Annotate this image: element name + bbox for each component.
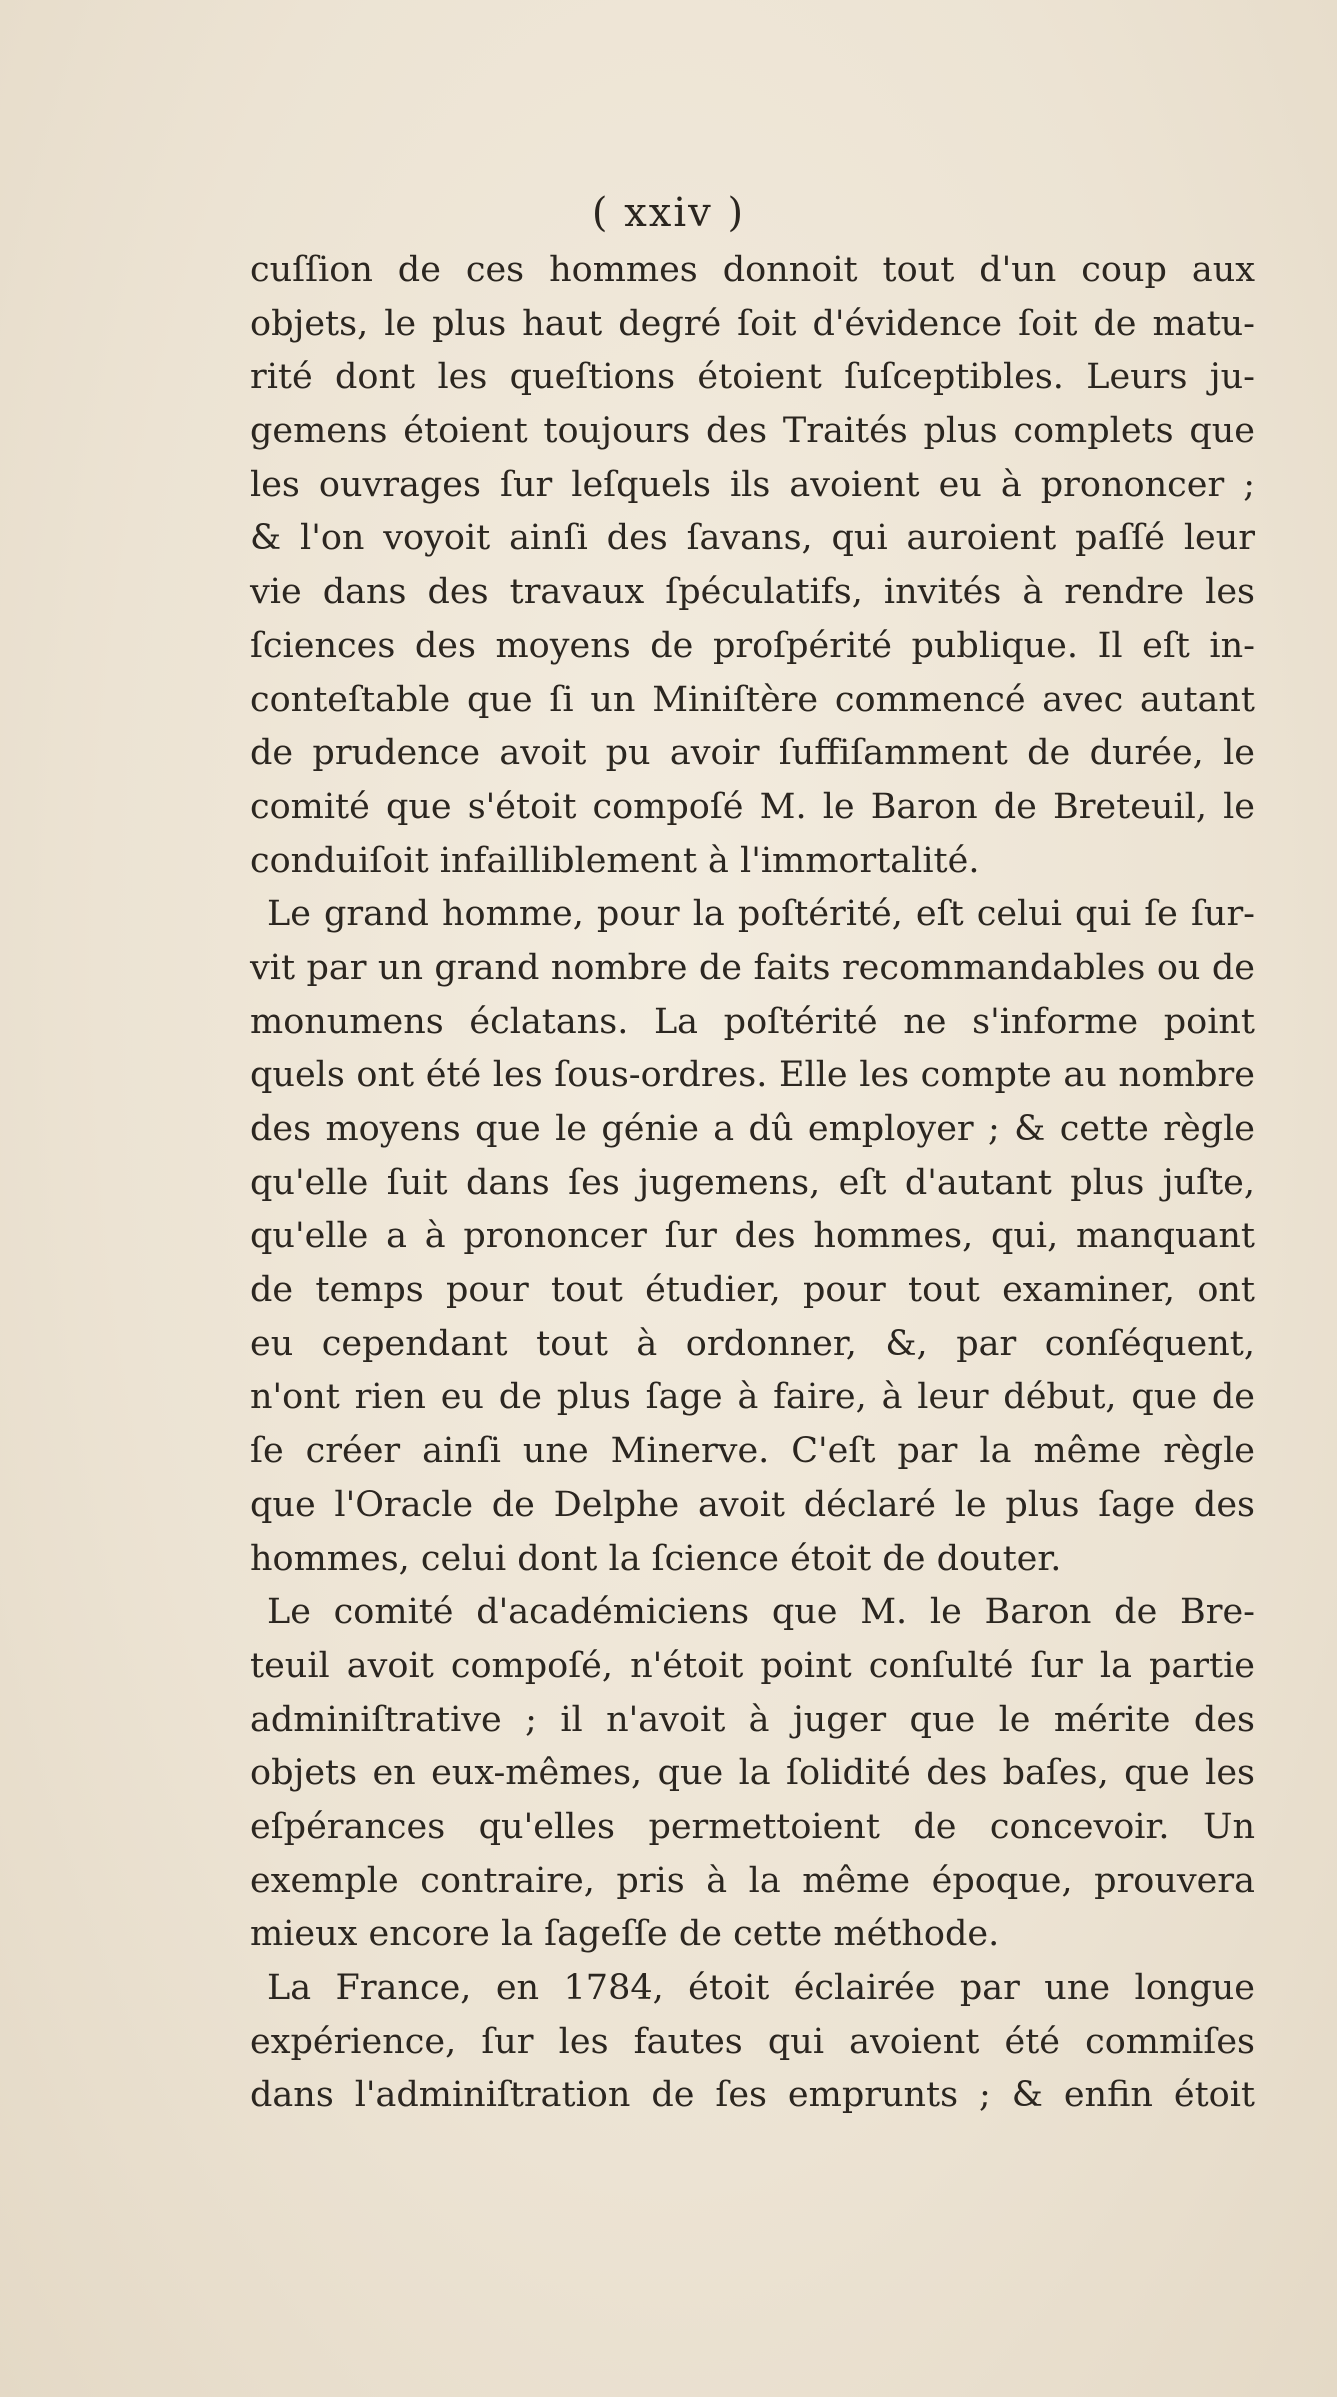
text-line: adminiſtrative ; il n'avoit à juger que le mérite des bbox=[250, 1699, 1255, 1740]
paragraph-end-line: conduiſoit infailliblement à l'immortalité. bbox=[250, 840, 980, 881]
text-line: de temps pour tout étudier, pour tout examiner, ont bbox=[250, 1270, 1255, 1311]
text-line: & l'on voyoit ainſi des ſavans, qui auroient paſſé leur bbox=[250, 518, 1255, 559]
text-line: ſe créer ainſi une Minerve. C'eſt par la même règle bbox=[250, 1431, 1255, 1472]
text-line: qu'elle a à prononcer ſur des hommes, qui, manquant bbox=[250, 1216, 1255, 1257]
text-line: eſpérances qu'elles permettoient de concevoir. Un bbox=[250, 1806, 1255, 1847]
text-line: quels ont été les ſous-ordres. Elle les compte au nombre bbox=[250, 1055, 1255, 1096]
page-number-header: ( xxiv ) bbox=[591, 190, 746, 236]
text-line: comité que s'étoit compoſé M. le Baron de Breteuil, le bbox=[250, 786, 1255, 827]
text-line: monumens éclatans. La poſtérité ne s'informe point bbox=[250, 1001, 1255, 1042]
text-line: rité dont les queſtions étoient ſuſceptibles. Leurs ju- bbox=[250, 357, 1255, 398]
paragraph-start-line: La France, en 1784, étoit éclairée par une longue bbox=[267, 1968, 1255, 2008]
paragraph-start-line: Le grand homme, pour la poſtérité, eſt celui qui ſe ſur- bbox=[267, 894, 1255, 935]
text-line: teuil avoit compoſé, n'étoit point conſulté ſur la partie bbox=[250, 1645, 1255, 1686]
paragraph-end-line: mieux encore la ſageſſe de cette méthode. bbox=[250, 1914, 1000, 1955]
text-line: expérience, ſur les fautes qui avoient été commiſes bbox=[250, 2021, 1255, 2062]
text-line: ſciences des moyens de proſpérité publique. Il eſt in- bbox=[250, 625, 1255, 666]
text-line: dans l'adminiſtration de ſes emprunts ; & enfin étoit bbox=[250, 2075, 1255, 2116]
text-line: eu cependant tout à ordonner, &, par conſéquent, bbox=[250, 1323, 1255, 1364]
text-line: n'ont rien eu de plus ſage à faire, à leur début, que de bbox=[250, 1377, 1255, 1418]
text-line: que l'Oracle de Delphe avoit déclaré le plus ſage des bbox=[250, 1484, 1255, 1525]
paragraph-start-line: Le comité d'académiciens que M. le Baron de Bre- bbox=[267, 1592, 1255, 1633]
text-line: objets en eux-mêmes, que la ſolidité des baſes, que les bbox=[250, 1753, 1255, 1794]
text-line: qu'elle ſuit dans ſes jugemens, eſt d'autant plus juſte, bbox=[250, 1162, 1255, 1203]
paragraph-end-line: hommes, celui dont la ſcience étoit de douter. bbox=[250, 1538, 1062, 1579]
body-text bbox=[250, 244, 1255, 2123]
text-line: vie dans des travaux ſpéculatifs, invités à rendre les bbox=[250, 572, 1255, 613]
text-line: conteſtable que ſi un Miniſtère commencé avec autant bbox=[250, 679, 1255, 720]
text-line: objets, le plus haut degré ſoit d'évidence ſoit de matu- bbox=[250, 303, 1255, 344]
text-line: les ouvrages ſur leſquels ils avoient eu à prononcer ; bbox=[250, 464, 1255, 505]
text-line: gemens étoient toujours des Traités plus complets que bbox=[250, 411, 1255, 452]
text-line: cuſſion de ces hommes donnoit tout d'un coup aux bbox=[250, 250, 1255, 290]
text-line: exemple contraire, pris à la même époque, prouvera bbox=[250, 1860, 1255, 1901]
text-line: vit par un grand nombre de faits recommandables ou de bbox=[250, 947, 1255, 988]
text-line: de prudence avoit pu avoir ſuffiſamment de durée, le bbox=[250, 733, 1255, 774]
text-line: des moyens que le génie a dû employer ; & cette règle bbox=[250, 1109, 1255, 1149]
